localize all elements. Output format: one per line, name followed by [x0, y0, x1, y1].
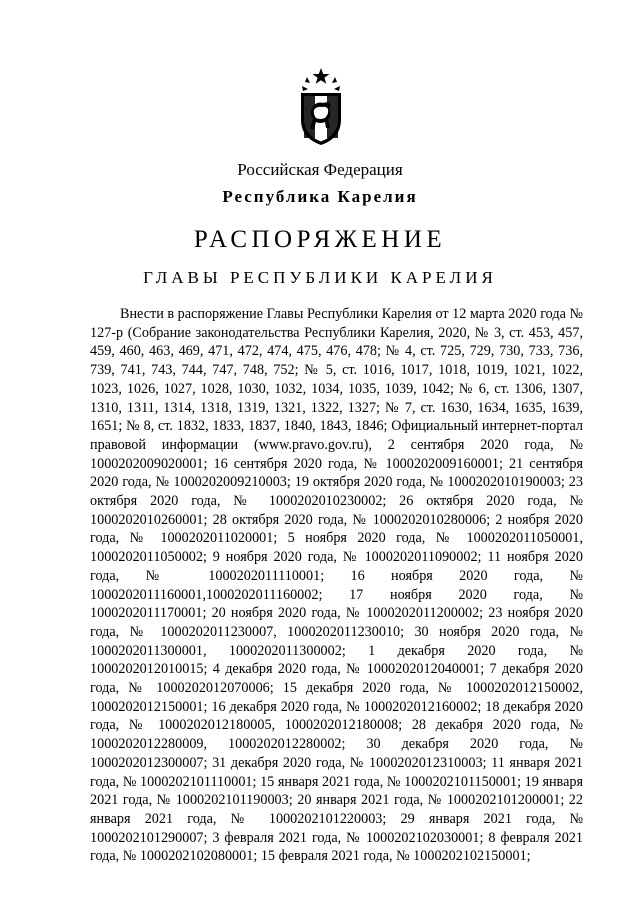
document-type-title: РАСПОРЯЖЕНИЕ [193, 226, 447, 253]
republic-name: Республика Карелия [222, 187, 418, 206]
country-name: Российская Федерация [237, 160, 403, 179]
issuer-subtitle: ГЛАВЫ РЕСПУБЛИКИ КАРЕЛИЯ [143, 268, 497, 287]
body-paragraph: Внести в распоряжение Главы Республики Карелия от 12 марта 2020 года № 127-р (Собрание законодательства Республики Карелия, 2020, № 3, ст. 453, 457, 459, 460, 463, 469, 471, 472, 474, 475, 476, 478; № 4, ст. 725, 729, 730, 733, 736, 739, 741, 743, 744, 747, 748, 752; № 5, ст. 1016, 1017, 1018, 1019, 1021, 1022, 1023, 1026, 1027, 1028, 1030, 1032, 1034, 1035, 1039, 1042; № 6, ст. 1306, 1307, 1310, 1311, 1314, 1318, 1319, 1321, 1322, 1327; № 7, ст. 1630, 1634, 1635, 1639, 1651; № 8, ст. 1832, 1833, 1837, 1840, 1843, 1846; Официальный интернет-портал правовой информации (www.pravo.gov.ru), 2 сентября 2020 года, № 1000202009020001; 16 сентября 2020 года, № 1000202009160001; 21 сентября 2020 года, № 1000202009210003; 19 октября 2020 года, № 1000202010190003; 23 октября 2020 года, № 1000202010230002; 26 октября 2020 года, № 1000202010260001; 28 октября 2020 года, № 1000202010280006; 2 ноября 2020 года, № 1000202011020001; 5 ноября 2020 года, № 1000202011050001, 1000202011050002; 9 ноября 2020 года, № 1000202011090002; 11 ноября 2020 года, № 1000202011110001; 16 ноября 2020 года, № 1000202011160001,1000202011160002; 17 ноября 2020 года, № 1000202011170001; 20 ноября 2020 года, № 1000202011200002; 23 ноября 2020 года, № 1000202011230007, 1000202011230010; 30 ноября 2020 года, № 1000202011300001, 1000202011300002; 1 декабря 2020 года, № 1000202012010015; 4 декабря 2020 года, № 1000202012040001; 7 декабря 2020 года, № 1000202012070006; 15 декабря 2020 года, № 1000202012150002, 1000202012150001; 16 декабря 2020 года, № 1000202012160002; 18 декабря 2020 года, № 1000202012180005, 1000202012180008; 28 декабря 2020 года, № 1000202012280009, 1000202012280002; 30 декабря 2020 года, № 1000202012300007; 31 декабря 2020 года, № 1000202012310003; 11 января 2021 года, № 1000202101110001; 15 января 2021 года, № 1000202101150001; 19 января 2021 года, № 1000202101190003; 20 января 2021 года, № 1000202101200001; 22 января 2021 года, № 1000202101220003; 29 января 2021 года, № 1000202101290007; 3 февраля 2021 года, № 1000202102030001; 8 февраля 2021 года, № 1000202102080001; 15 февраля 2021 года, № 1000202102150001; [90, 306, 583, 865]
coat-of-arms-of-karelia-icon [298, 68, 344, 146]
